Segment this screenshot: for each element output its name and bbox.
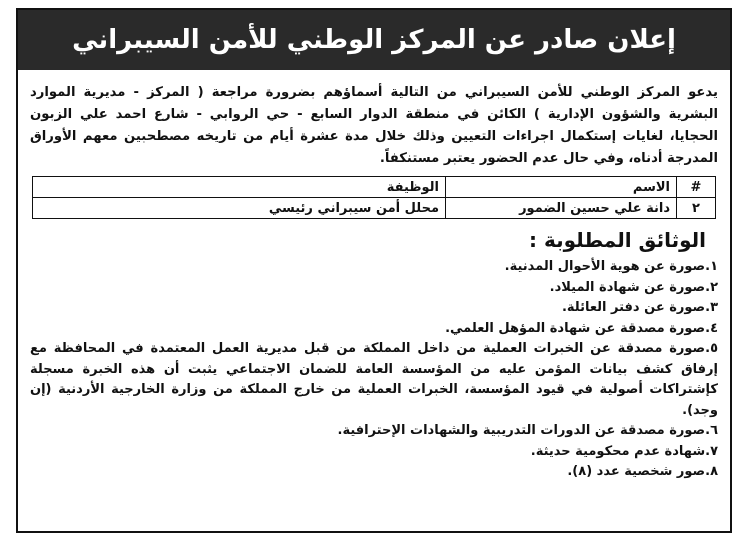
list-item: ٧.شهادة عدم محكومية حديثة. [530,443,718,459]
announcement-title: إعلان صادر عن المركز الوطني للأمن السيبراني [18,10,730,70]
documents-title: الوثائق المطلوبة : [529,228,706,252]
header-job: الوظيفة [33,177,446,198]
row-name: دانة علي حسين الضمور [446,198,677,219]
list-item: ٣.صورة عن دفتر العائلة. [561,300,718,315]
intro-paragraph: يدعو المركز الوطني للأمن السيبراني من التالية أسماؤهم بضرورة مراجعة ( المركز - مديرية الموارد البشرية والشؤون الإدارية ) الكائن في منطقة الدوار السابع - حي الروابي - شارع احمد علي الزبون الحجايا، لغايات إستكمال اجراءات التعيين وذلك خلال مدة عشرة أيام من تاريخه مصطحبين معهم الأوراق المدرجة أدناه، وفي حال عدم الحضور يعتبر مستنكفاً. [30,85,718,166]
documents-list [30,257,718,483]
candidates-table [32,176,716,219]
list-item: ٨.صور شخصية عدد (٨). [567,464,718,479]
list-item: ٥.صورة مصدقة عن الخبرات العملية من داخل المملكة من قبل مديرية العمل المعتمدة في المحافظة مع إرفاق كشف بيانات المؤمن عليه من المؤسسة العامة للضمان الاجتماعي يثبت أن هذه الخبرة مسجلة كإشتراكات أصولية في قيود المؤسسة، الخبرات العملية من خارج المملكة من وزارة الخارجية الأردنية (إن وجد). [30,341,718,418]
list-item: ٦.صورة مصدقة عن الدورات التدريبية والشهادات الإحترافية. [337,423,718,438]
header-number: # [677,177,716,198]
list-item: ١.صورة عن هوية الأحوال المدنية. [504,259,718,274]
row-job: محلل أمن سيبراني رئيسي [33,198,446,219]
header-name: الاسم [446,177,677,198]
list-item: ٤.صورة مصدقة عن شهادة المؤهل العلمي. [445,320,718,336]
announcement-frame [16,8,732,533]
row-number: ٢ [677,198,716,219]
list-item: ٢.صورة عن شهادة الميلاد. [549,279,718,295]
table-header-row [33,177,716,198]
table-row [33,198,716,219]
